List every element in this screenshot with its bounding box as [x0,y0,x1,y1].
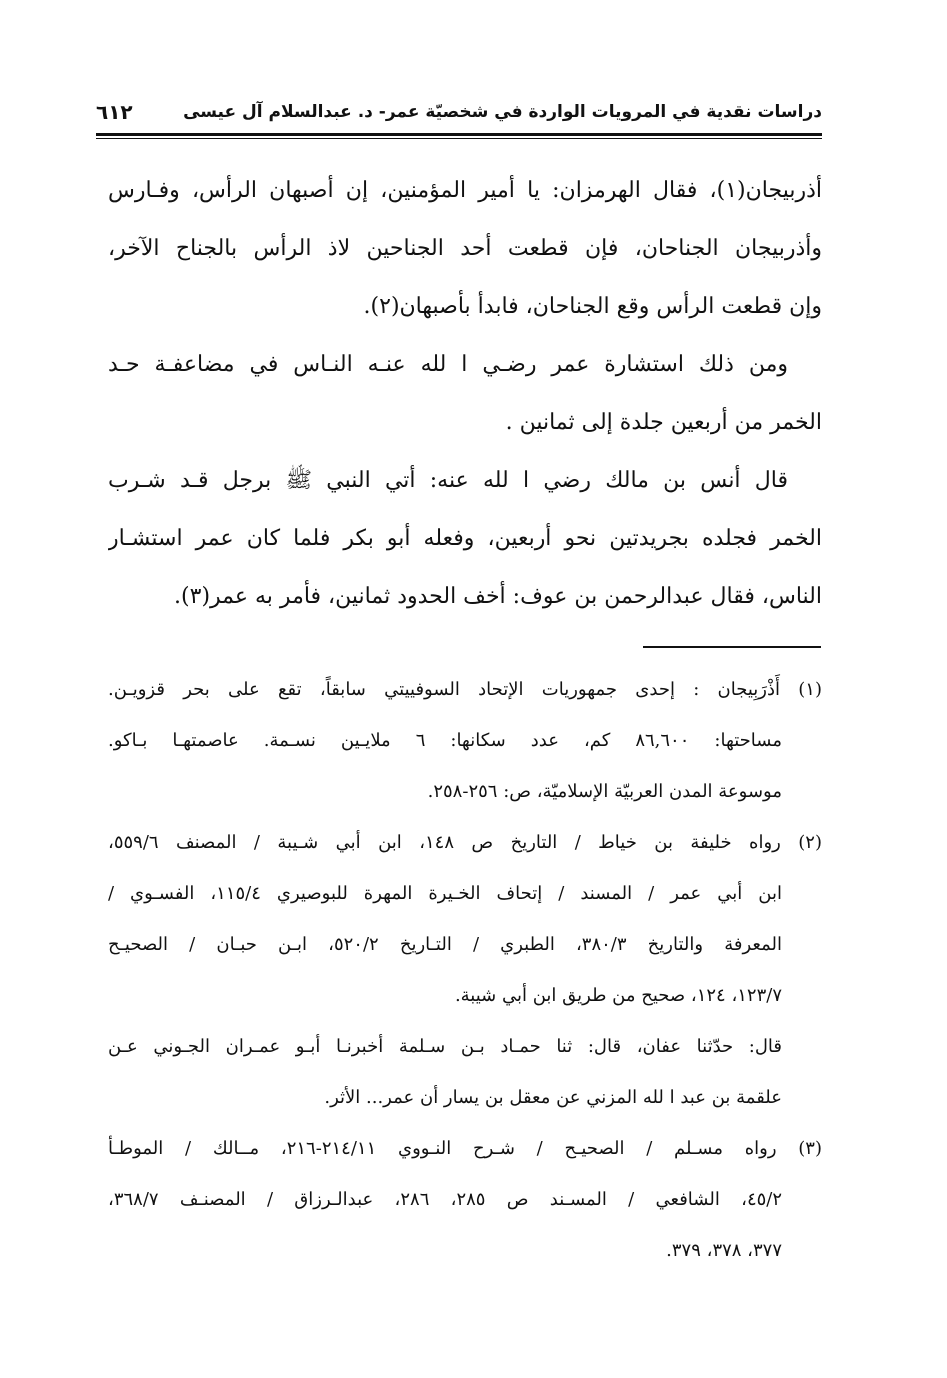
header-rule-thin [96,138,822,139]
running-header [96,94,822,130]
footnote-line: (٣) رواه مسـلم / الصحيـح / شـرح النـووي ٢١٤/١١-٢١٦، مــالك / الموطـأ [108,1138,822,1159]
body-line: الخمر فجلده بجريدتين نحو أربعين، وفعله أبو بكر فلما كان عمر استشـار [108,526,822,551]
page-number: ٦١٢ [96,100,133,124]
body-text [108,162,822,626]
footnote-line: ٤٥/٢، الشافعي / المسـند ص ٢٨٥، ٢٨٦، عبدالـرزاق / المصنـف ٣٦٨/٧، [108,1189,783,1210]
footnote-line: ١٢٣/٧، ١٢٤، صحيح من طريق ابن أبي شيبة. [454,985,782,1006]
body-line: ومن ذلك استشارة عمر رضـي ا لله عنـه النـاس في مضاعفـة حـد [108,352,788,377]
footnote-line: المعرفة والتاريخ ٣٨٠/٣، الطبري / التـاريخ ٥٢٠/٢، ابـن حبـان / الصحيـح [108,934,782,955]
body-line: الناس، فقال عبدالرحمن بن عوف: أخف الحدود ثمانين، فأمر به عمر(٣). [174,584,822,609]
footnote-line: مساحتها: ٨٦,٦٠٠ كم، عدد سكانها: ٦ ملايـين نسـمة. عاصمتهـا بـاكو. [108,730,782,751]
footnote-line: ابن أبي عمر / المسند / إتحاف الخـيرة المهرة للبوصيري ١١٥/٤، الفسـوي / [108,883,782,904]
body-line: أذربيجان(١)، فقال الهرمزان: يا أمير المؤمنين، إن أصبهان الرأس، وفـارس [108,178,822,203]
footnote-line: (٢) رواه خليفة بن خياط / التاريخ ص ١٤٨، ابن أبي شـيبة / المصنف ٥٥٩/٦، [108,832,822,853]
running-header-title: دراسات نقدية في المرويات الواردة في شخصيّة عمر- د. عبدالسلام آل عيسى [183,102,822,122]
body-line: وأذربيجان الجناحان، فإن قطعت أحد الجناحين لاذ الرأس بالجناح الآخر، [108,236,822,261]
body-line: قال أنس بن مالك رضي ا لله عنه: أتي النبي ﷺ برجل قـد شـرب [108,468,788,493]
footnote-line: علقمة بن عبد ا لله المزني عن معقل بن يسار أن عمر... الأثر. [324,1087,782,1108]
footnote-line: ٣٧٧، ٣٧٨، ٣٧٩. [666,1240,782,1261]
footnote-separator [643,646,821,648]
header-rule [96,133,822,136]
footnote-line: قال: حدّثنا عفان، قال: ثنا حمـاد بـن سـلمة أخبرنـا أبـو عمـران الجـوني عـن [108,1036,782,1057]
body-line: الخمر من أربعين جلدة إلى ثمانين . [505,410,822,435]
footnotes [108,664,822,1276]
footnote-line: موسوعة المدن العربيّة الإسلاميّة، ص: ٢٥٦-٢٥٨. [427,781,782,802]
body-line: وإن قطعت الرأس وقع الجناحان، فابدأ بأصبهان(٢). [363,294,822,319]
footnote-line: (١) أَذْرَبِيجان : إحدى جمهوريات الإتحاد السوفييتي سابقاً، تقع على بحر قزويـن. [108,679,822,700]
